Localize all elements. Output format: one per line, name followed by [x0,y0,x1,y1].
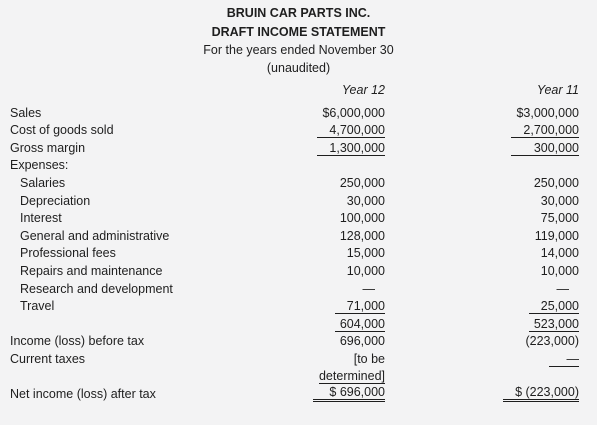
value-net-income-year12: $ 696,000 [313,385,385,402]
row-label-general-admin: General and administrative [20,229,170,243]
row-label-interest: Interest [20,211,62,225]
value-cogs-year12: 4,700,000 [317,123,385,138]
value-research-year11: — [556,282,569,296]
value-general-admin-year11: 119,000 [534,229,579,243]
value-income-before-tax-year11: (223,000) [525,334,579,348]
value-salaries-year11: 250,000 [533,176,579,190]
row-label-travel: Travel [20,299,55,313]
value-depreciation-year12: 30,000 [346,194,385,208]
value-interest-year12: 100,000 [339,211,385,225]
row-label-repairs: Repairs and maintenance [20,264,163,278]
row-label-net-income: Net income (loss) after tax [10,387,156,401]
value-current-taxes-year12-line1: [to be [353,352,385,366]
column-header-year12: Year 12 [341,83,385,97]
value-interest-year11: 75,000 [540,211,579,225]
row-label-professional-fees: Professional fees [20,246,116,260]
value-cogs-year11: 2,700,000 [511,123,579,138]
value-total-expenses-year12: 604,000 [335,317,385,332]
row-label-salaries: Salaries [20,176,66,190]
value-income-before-tax-year12: 696,000 [339,334,385,348]
value-current-taxes-year12-line2: determined] [318,369,385,383]
row-label-current-taxes: Current taxes [10,352,86,366]
row-label-gross-margin: Gross margin [10,141,86,155]
value-professional-fees-year12: 15,000 [346,246,385,260]
value-sales-year12: $6,000,000 [322,106,385,120]
value-gross-margin-year12: 1,300,000 [317,141,385,156]
value-current-taxes-year11: — [549,352,579,367]
value-repairs-year11: 10,000 [540,264,579,278]
period-line: For the years ended November 30 [203,43,394,57]
row-label-expenses: Expenses: [10,158,69,172]
company-name: BRUIN CAR PARTS INC. [226,6,371,20]
value-travel-year11: 25,000 [529,299,579,314]
value-depreciation-year11: 30,000 [540,194,579,208]
value-sales-year11: $3,000,000 [516,106,579,120]
row-label-depreciation: Depreciation [20,194,91,208]
row-label-research: Research and development [20,282,173,296]
value-gross-margin-year11: 300,000 [511,141,579,156]
value-salaries-year12: 250,000 [339,176,385,190]
value-net-income-year11: $ (223,000) [503,385,579,402]
row-label-cogs: Cost of goods sold [10,123,114,137]
value-travel-year12: 71,000 [335,299,385,314]
row-label-sales: Sales [10,106,42,120]
value-repairs-year12: 10,000 [346,264,385,278]
column-header-year11: Year 11 [536,83,579,97]
unaudited-note: (unaudited) [266,61,331,75]
value-research-year12: — [362,282,375,296]
value-general-admin-year12: 128,000 [339,229,385,243]
value-total-expenses-year11: 523,000 [529,317,579,332]
row-label-income-before-tax: Income (loss) before tax [10,334,145,348]
value-professional-fees-year11: 14,000 [540,246,579,260]
statement-title: DRAFT INCOME STATEMENT [211,25,386,39]
